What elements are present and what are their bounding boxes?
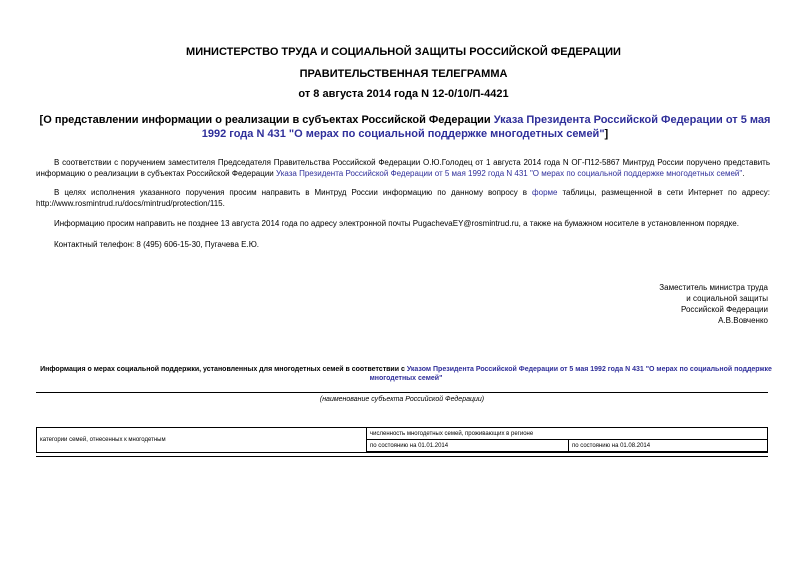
signature-line-2: и социальной защиты xyxy=(686,294,768,303)
subheader-date-1: по состоянию на 01.01.2014 xyxy=(367,440,569,453)
table-header-row xyxy=(37,428,768,440)
paragraph-1 xyxy=(36,157,770,179)
p1-end: . xyxy=(742,169,745,178)
subject-prefix: [О представлении информации о реализации в субъектах Российской Федерации xyxy=(39,114,494,126)
signature-name: А.В.Вовченко xyxy=(718,316,768,325)
signature-block xyxy=(560,282,768,326)
region-name-line xyxy=(36,392,768,393)
p1-text: В соответствии с поручением заместителя Председателя Правительства Российской Федерации О.Ю.Голодец от 1 августа 2014 года N ОГ-П12-5867 Минтруд России поручено представить информацию о реализации в субъектах Российской Федерации xyxy=(36,158,770,178)
paragraph-3: Информацию просим направить не позднее 13 августа 2014 года по адресу электронной почты PugachevaEY@rosmintrud.ru, а также на бумажном носителе в установленном порядке. xyxy=(54,219,739,228)
data-table xyxy=(36,427,768,453)
region-caption: (наименование субъекта Российской Федерации) xyxy=(319,396,485,403)
document-type: ПРАВИТЕЛЬСТВЕННАЯ ТЕЛЕГРАММА xyxy=(299,68,508,80)
p2-text: В целях исполнения указанного поручения просим направить в Минтруд России информацию по данному вопросу в xyxy=(54,188,533,197)
signature-line-3: Российской Федерации xyxy=(681,305,768,314)
subject-decree-link[interactable]: Указа Президента Российской Федерации от 5 мая 1992 года N 431 "О мерах по социальной поддержке многодетных семей" xyxy=(201,114,771,140)
table-title-decree-link[interactable]: Указом Президента Российской Федерации от 5 мая 1992 года N 431 "О мерах по социальной поддержке многодетных семей" xyxy=(369,366,772,382)
p2-end: таблицы, размещенной в сети Интернет по адресу: http://www.rosmintrud.ru/docs/mintrud/protection/115. xyxy=(36,188,770,208)
subject-suffix: ] xyxy=(604,128,609,140)
p1-decree-link[interactable]: Указа Президента Российской Федерации от 5 мая 1992 года N 431 "О мерах по социальной поддержке многодетных семей" xyxy=(275,169,743,178)
table-bottom-rule xyxy=(36,456,768,457)
ministry-title: МИНИСТЕРСТВО ТРУДА И СОЦИАЛЬНОЙ ЗАЩИТЫ РОССИЙСКОЙ ФЕДЕРАЦИИ xyxy=(186,46,621,58)
header-family-count: численность многодетных семей, проживающих в регионе xyxy=(367,428,768,440)
document-subject xyxy=(36,113,774,141)
p2-form-link[interactable]: форме xyxy=(532,188,558,197)
paragraph-2 xyxy=(36,187,770,209)
table-title xyxy=(36,365,776,383)
document-date-number: от 8 августа 2014 года N 12-0/10/П-4421 xyxy=(298,88,509,100)
paragraph-contact: Контактный телефон: 8 (495) 606-15-30, Пугачева Е.Ю. xyxy=(54,240,259,249)
subheader-date-2: по состоянию на 01.08.2014 xyxy=(569,440,768,453)
signature-line-1: Заместитель министра труда xyxy=(659,283,768,292)
header-family-categories: категории семей, отнесенных к многодетным xyxy=(37,428,367,453)
table-title-text: Информация о мерах социальной поддержки, установленных для многодетных семей в соответствии с xyxy=(40,366,407,373)
